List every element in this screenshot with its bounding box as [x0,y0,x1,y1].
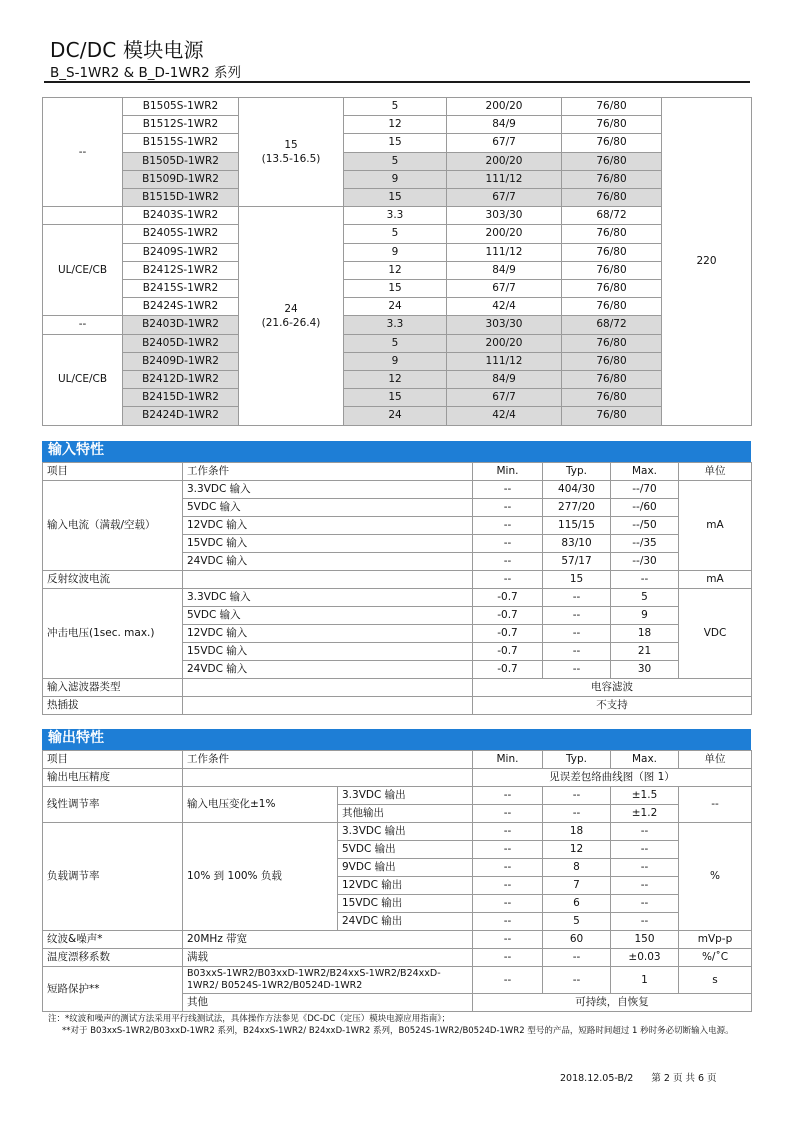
model-cell: B2405D-1WR2 [123,334,239,352]
eff-cell: 76/80 [562,243,662,261]
cond-cell: 20MHz 带宽 [183,931,473,949]
header-min: Min. [473,463,543,481]
param-label: 负载调节率 [43,823,183,931]
table-row [43,116,752,134]
param-label: 纹波&噪声* [43,931,183,949]
max-cell: 30 [611,661,679,679]
eff-cell: 76/80 [562,298,662,316]
eff-cell: 76/80 [562,116,662,134]
footnotes [48,1013,734,1037]
header-unit: 单位 [679,463,752,481]
header-typ: Typ. [543,751,611,769]
iout-cell: 200/20 [447,334,562,352]
model-cell: B1505D-1WR2 [123,152,239,170]
max-cell: --/70 [611,481,679,499]
model-cell: B1509D-1WR2 [123,170,239,188]
max-cell: -- [611,895,679,913]
vout-cell: 5 [344,334,447,352]
header-max: Max. [611,751,679,769]
footnote-2: **对于 B03xxS-1WR2/B03xxD-1WR2 系列，B24xxS-1WR2/ B24xxD-1WR2 系列，B0524S-1WR2/B0524D-1WR2 型号的产品，短路时间超过 1 秒时务必切断输入电源。 [62,1026,734,1036]
min-cell: -- [473,877,543,895]
table-row [43,679,752,697]
table-row [43,134,752,152]
min-cell: -0.7 [473,589,543,607]
max-cell: --/50 [611,517,679,535]
vin-nominal: 24 [284,302,298,315]
max-cell: -- [611,913,679,931]
typ-cell: -- [543,589,611,607]
typ-cell: 7 [543,877,611,895]
iout-cell: 67/7 [447,280,562,298]
iout-cell: 303/30 [447,316,562,334]
subcond-cell: 24VDC 输出 [338,913,473,931]
table-row [43,225,752,243]
header-item: 项目 [43,751,183,769]
max-cell: --/30 [611,553,679,571]
max-cell: ±1.5 [611,787,679,805]
min-cell: -- [473,859,543,877]
cond-cell: 15VDC 输入 [183,535,473,553]
iout-cell: 84/9 [447,261,562,279]
max-cell: --/60 [611,499,679,517]
header-cond: 工作条件 [183,463,473,481]
iout-cell: 67/7 [447,134,562,152]
eff-cell: 68/72 [562,316,662,334]
max-cell: 1 [611,967,679,994]
eff-cell: 76/80 [562,371,662,389]
min-cell: -- [473,787,543,805]
eff-cell: 76/80 [562,261,662,279]
table-row [43,589,752,607]
header-rule [44,81,750,83]
min-cell: -- [473,823,543,841]
vout-cell: 12 [344,371,447,389]
max-cell: 21 [611,643,679,661]
unit-cell: %/˚C [679,949,752,967]
subcond-cell: 3.3VDC 输出 [338,787,473,805]
table-row [43,407,752,425]
typ-cell: 8 [543,859,611,877]
min-cell: -- [473,949,543,967]
param-label: 反射纹波电流 [43,571,183,589]
param-label: 热插拔 [43,697,183,715]
max-cell: ±0.03 [611,949,679,967]
iout-cell: 111/12 [447,170,562,188]
max-cell: -- [611,841,679,859]
model-cell: B2415D-1WR2 [123,389,239,407]
max-cell: 18 [611,625,679,643]
subcond-cell: 3.3VDC 输出 [338,823,473,841]
cond-cell: 5VDC 输入 [183,607,473,625]
table-row [43,481,752,499]
min-cell: -- [473,499,543,517]
vout-cell: 3.3 [344,316,447,334]
min-cell: -- [473,571,543,589]
model-cell: B1505S-1WR2 [123,98,239,116]
min-cell: -- [473,535,543,553]
vin-nominal: 15 [284,139,298,152]
table-row [43,316,752,334]
vout-cell: 5 [344,98,447,116]
param-label: 线性调节率 [43,787,183,823]
max-cell: -- [611,859,679,877]
max-cell: --/35 [611,535,679,553]
typ-cell: -- [543,643,611,661]
cert-cell: UL/CE/CB [43,334,123,425]
eff-cell: 76/80 [562,189,662,207]
doc-subtitle: B_S-1WR2 & B_D-1WR2 系列 [50,65,241,81]
table-row [43,207,752,225]
iout-cell: 111/12 [447,352,562,370]
typ-cell: -- [543,967,611,994]
min-cell: -- [473,931,543,949]
typ-cell: 60 [543,931,611,949]
vin-cell [239,207,344,425]
model-cell: B2409D-1WR2 [123,352,239,370]
cond-cell: 5VDC 输入 [183,499,473,517]
typ-cell: 15 [543,571,611,589]
model-cell: B2405S-1WR2 [123,225,239,243]
iout-cell: 303/30 [447,207,562,225]
eff-cell: 76/80 [562,389,662,407]
model-cell: B2412D-1WR2 [123,371,239,389]
typ-cell: 18 [543,823,611,841]
model-cell: B1515D-1WR2 [123,189,239,207]
table-row [43,371,752,389]
cond-cell: 24VDC 输入 [183,553,473,571]
param-label: 短路保护** [43,967,183,1012]
table-row [43,170,752,188]
header-unit: 单位 [679,751,752,769]
param-label: 输入电流（满载/空载） [43,481,183,571]
value-cell: 可持续，自恢复 [473,994,752,1012]
cert-cell [43,207,123,225]
header-typ: Typ. [543,463,611,481]
input-table [42,462,752,715]
eff-cell: 76/80 [562,98,662,116]
model-cell: B2424D-1WR2 [123,407,239,425]
model-cell: B2412S-1WR2 [123,261,239,279]
eff-cell: 76/80 [562,170,662,188]
max-cell: ±1.2 [611,805,679,823]
vout-cell: 9 [344,170,447,188]
unit-cell: s [679,967,752,994]
subcond-cell: 15VDC 输出 [338,895,473,913]
value-cell: 电容滤波 [473,679,752,697]
cond-cell: 12VDC 输入 [183,517,473,535]
vout-cell: 15 [344,189,447,207]
iout-cell: 84/9 [447,371,562,389]
header-max: Max. [611,463,679,481]
input-section-title: 输入特性 [42,441,751,460]
min-cell: -- [473,553,543,571]
typ-cell: 57/17 [543,553,611,571]
typ-cell: 5 [543,913,611,931]
table-row [43,931,752,949]
value-cell: 见误差包络曲线图（图 1） [473,769,752,787]
eff-cell: 76/80 [562,334,662,352]
min-cell: -- [473,895,543,913]
header-item: 项目 [43,463,183,481]
cond-cell [183,697,473,715]
cond-cell: 12VDC 输入 [183,625,473,643]
table-row [43,949,752,967]
typ-cell: 277/20 [543,499,611,517]
cond-cell: 24VDC 输入 [183,661,473,679]
footer-page: 第 2 页 共 6 页 [651,1073,717,1084]
vout-cell: 24 [344,298,447,316]
max-cell: 9 [611,607,679,625]
min-cell: -0.7 [473,625,543,643]
cond-cell: 输入电压变化±1% [183,787,338,823]
table-row [43,243,752,261]
vin-cell [239,98,344,207]
model-cell: B2409S-1WR2 [123,243,239,261]
typ-cell: -- [543,625,611,643]
table-header-row [43,463,752,481]
iout-cell: 67/7 [447,189,562,207]
unit-cell: VDC [679,589,752,679]
footer-date: 2018.12.05-B/2 [560,1073,634,1084]
table-row [43,152,752,170]
vout-cell: 24 [344,407,447,425]
typ-cell: 404/30 [543,481,611,499]
iout-cell: 84/9 [447,116,562,134]
table-row [43,389,752,407]
param-label: 输出电压精度 [43,769,183,787]
vin-range: (21.6-26.4) [261,316,321,329]
output-section-title: 输出特性 [42,729,751,748]
min-cell: -- [473,913,543,931]
subcond-cell: 12VDC 输出 [338,877,473,895]
param-label: 温度漂移系数 [43,949,183,967]
min-cell: -- [473,967,543,994]
unit-cell: -- [679,787,752,823]
eff-cell: 68/72 [562,207,662,225]
eff-cell: 76/80 [562,134,662,152]
cert-cell: UL/CE/CB [43,225,123,316]
max-cell: 5 [611,589,679,607]
vout-cell: 9 [344,243,447,261]
iout-cell: 200/20 [447,98,562,116]
typ-cell: 83/10 [543,535,611,553]
min-cell: -- [473,805,543,823]
cond-cell: 10% 到 100% 负载 [183,823,338,931]
min-cell: -- [473,517,543,535]
model-cell: B2403S-1WR2 [123,207,239,225]
param-label: 冲击电压(1sec. max.) [43,589,183,679]
max-cell: -- [611,571,679,589]
page-footer [560,1070,717,1084]
iout-cell: 42/4 [447,298,562,316]
model-cell: B1512S-1WR2 [123,116,239,134]
iout-cell: 42/4 [447,407,562,425]
vout-cell: 12 [344,116,447,134]
iout-cell: 67/7 [447,389,562,407]
model-cell: B2424S-1WR2 [123,298,239,316]
param-label: 输入滤波器类型 [43,679,183,697]
unit-cell: mVp-p [679,931,752,949]
subcond-cell: 9VDC 输出 [338,859,473,877]
table-row [43,967,752,994]
cap-cell: 220 [662,98,752,426]
model-cell: B2415S-1WR2 [123,280,239,298]
max-cell: -- [611,877,679,895]
vout-cell: 15 [344,134,447,152]
cert-cell: -- [43,316,123,334]
vout-cell: 9 [344,352,447,370]
table-row [43,769,752,787]
table-row [43,98,752,116]
typ-cell: 115/15 [543,517,611,535]
table-row [43,334,752,352]
min-cell: -- [473,841,543,859]
table-row [43,787,752,805]
cond-cell [183,679,473,697]
typ-cell: -- [543,949,611,967]
eff-cell: 76/80 [562,352,662,370]
model-cell: B2403D-1WR2 [123,316,239,334]
cond-cell: 3.3VDC 输入 [183,481,473,499]
cond-cell [183,571,473,589]
vout-cell: 5 [344,152,447,170]
table-row [43,697,752,715]
table-row [43,261,752,279]
eff-cell: 76/80 [562,407,662,425]
iout-cell: 200/20 [447,152,562,170]
vout-cell: 15 [344,389,447,407]
unit-cell: % [679,823,752,931]
table-row [43,823,752,841]
table-row [43,352,752,370]
doc-title: DC/DC 模块电源 [50,38,204,62]
vout-cell: 5 [344,225,447,243]
eff-cell: 76/80 [562,225,662,243]
cond-cell [183,769,473,787]
max-cell: -- [611,823,679,841]
vout-cell: 3.3 [344,207,447,225]
typ-cell: -- [543,661,611,679]
unit-cell: mA [679,481,752,571]
iout-cell: 111/12 [447,243,562,261]
model-table [42,97,752,426]
typ-cell: -- [543,787,611,805]
typ-cell: -- [543,805,611,823]
value-cell: 不支持 [473,697,752,715]
subcond-cell: 5VDC 输出 [338,841,473,859]
cert-cell: -- [43,98,123,207]
subcond-cell: 其他输出 [338,805,473,823]
min-cell: -- [473,481,543,499]
typ-cell: 12 [543,841,611,859]
cond-cell: 3.3VDC 输入 [183,589,473,607]
eff-cell: 76/80 [562,280,662,298]
output-table [42,750,752,1012]
min-cell: -0.7 [473,607,543,625]
cond-cell: B03xxS-1WR2/B03xxD-1WR2/B24xxS-1WR2/B24xxD-1WR2/ B0524S-1WR2/B0524D-1WR2 [183,967,473,994]
table-row [43,571,752,589]
max-cell: 150 [611,931,679,949]
table-row [43,280,752,298]
vout-cell: 12 [344,261,447,279]
cond-cell: 其他 [183,994,473,1012]
table-row [43,298,752,316]
vin-range: (13.5-16.5) [261,153,321,166]
model-cell: B1515S-1WR2 [123,134,239,152]
min-cell: -0.7 [473,661,543,679]
eff-cell: 76/80 [562,152,662,170]
cond-cell: 满载 [183,949,473,967]
header-min: Min. [473,751,543,769]
cond-cell: 15VDC 输入 [183,643,473,661]
typ-cell: -- [543,607,611,625]
header-cond: 工作条件 [183,751,473,769]
iout-cell: 200/20 [447,225,562,243]
typ-cell: 6 [543,895,611,913]
vout-cell: 15 [344,280,447,298]
table-row [43,189,752,207]
unit-cell: mA [679,571,752,589]
min-cell: -0.7 [473,643,543,661]
footnote-1: 注：*纹波和噪声的测试方法采用平行线测试法，具体操作方法参见《DC-DC（定压）模块电源应用指南》； [48,1014,451,1024]
table-header-row [43,751,752,769]
